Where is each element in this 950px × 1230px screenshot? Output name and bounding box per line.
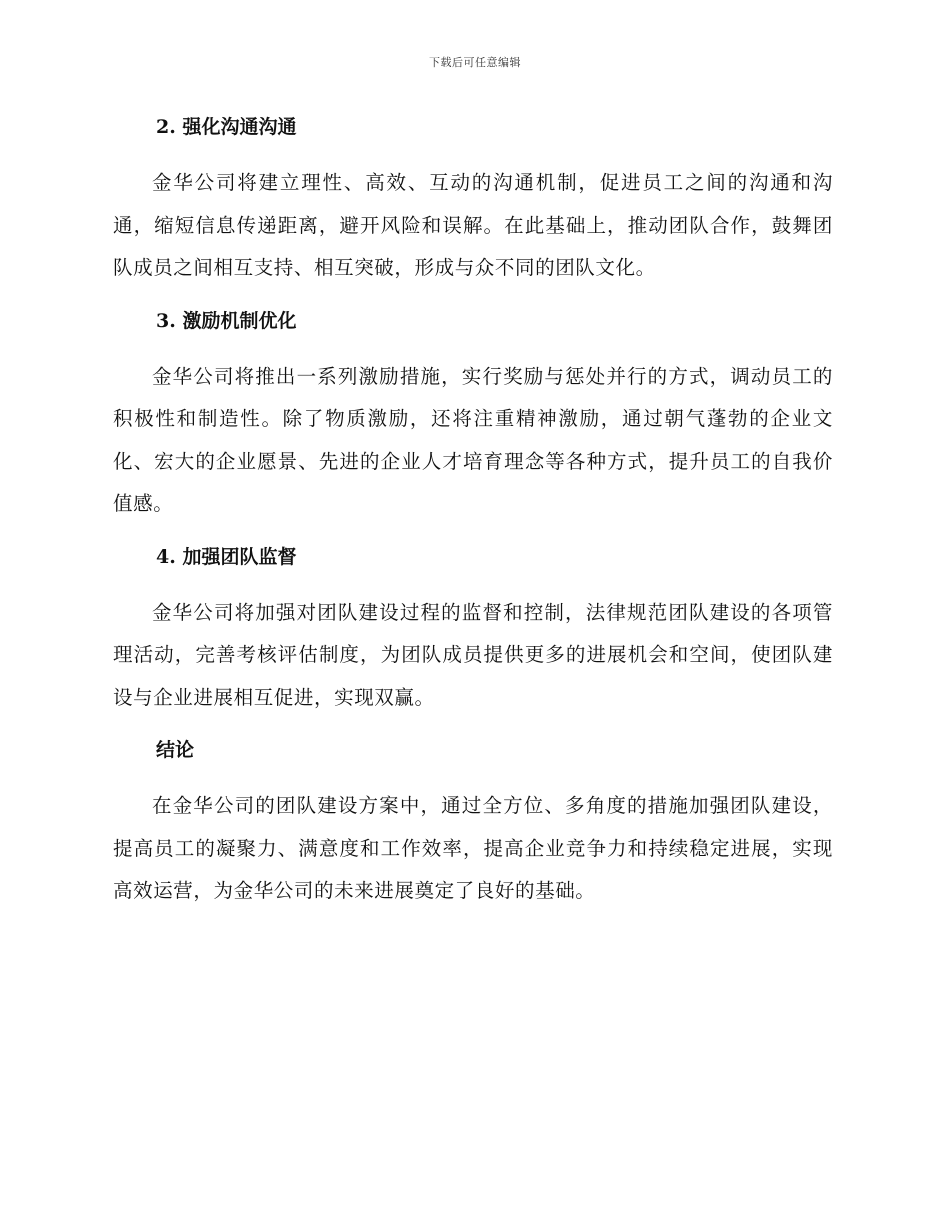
document-body bbox=[113, 108, 833, 913]
page-header-note: 下载后可任意编辑 bbox=[429, 56, 521, 69]
section-paragraph-supervision: 金华公司将加强对团队建设过程的监督和控制，法律规范团队建设的各项管理活动，完善考核评估制度，为团队成员提供更多的进展机会和空间，使团队建设与企业进展相互促进，实现双赢。 bbox=[113, 600, 833, 709]
section-paragraph-communication: 金华公司将建立理性、高效、互动的沟通机制，促进员工之间的沟通和沟通，缩短信息传递距离，避开风险和误解。在此基础上，推动团队合作，鼓舞团队成员之间相互支持、相互突破，形成与众不同的团队文化。 bbox=[113, 171, 833, 279]
section-heading-communication: 2. 强化沟通沟通 bbox=[156, 116, 297, 138]
section-paragraph-conclusion: 在金华公司的团队建设方案中，通过全方位、多角度的措施加强团队建设，提高员工的凝聚力、满意度和工作效率，提高企业竞争力和持续稳定进展，实现高效运营，为金华公司的未来进展奠定了良好的基础。 bbox=[113, 794, 833, 902]
section-heading-incentive: 3. 激励机制优化 bbox=[156, 309, 297, 332]
section-heading-supervision: 4. 加强团队监督 bbox=[156, 545, 297, 568]
section-heading-conclusion: 结论 bbox=[156, 739, 195, 761]
section-paragraph-incentive: 金华公司将推出一系列激励措施，实行奖励与惩处并行的方式，调动员工的积极性和制造性。除了物质激励，还将注重精神激励，通过朝气蓬勃的企业文化、宏大的企业愿景、先进的企业人才培育理念等各种方式，提升员工的自我价值感。 bbox=[113, 364, 833, 515]
